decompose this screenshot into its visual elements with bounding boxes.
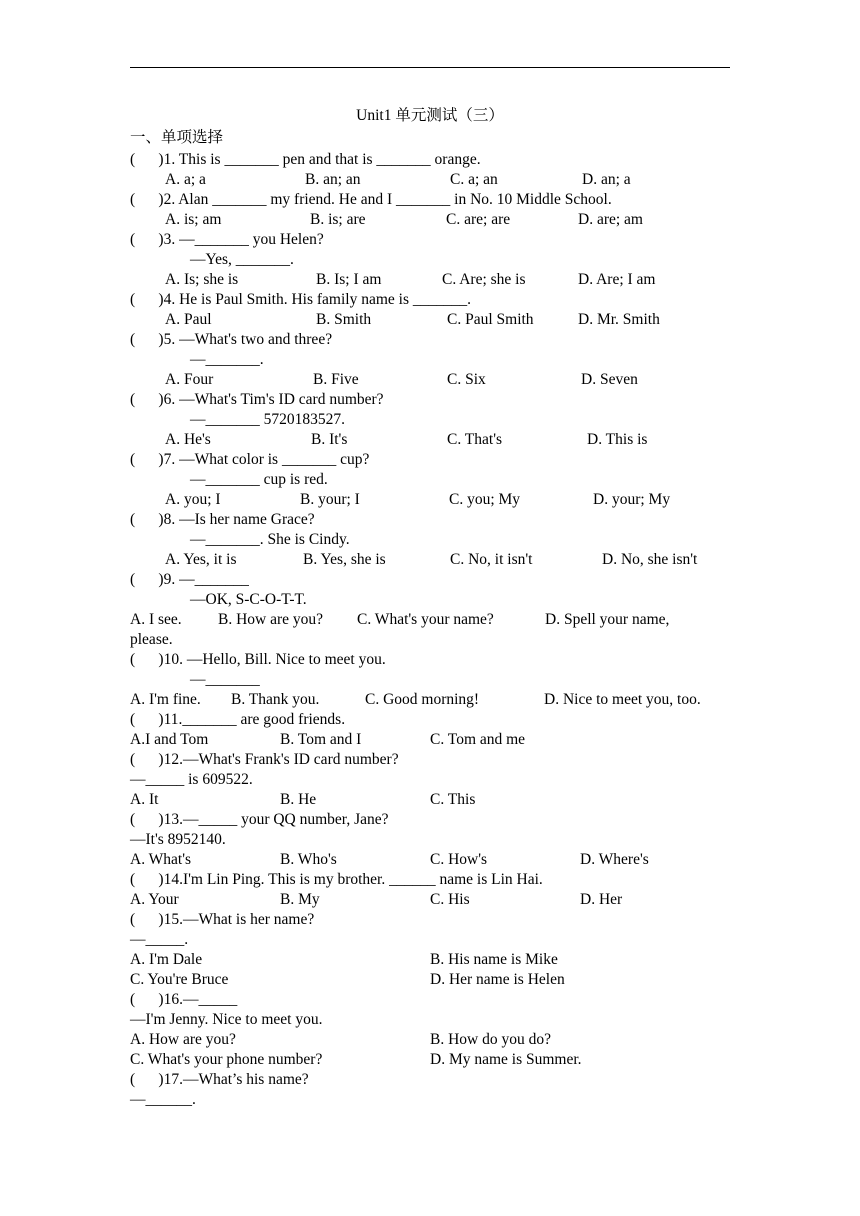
answer-option: A. Yes, it is [165, 551, 237, 568]
question-line: —_______ cup is red. [190, 471, 328, 488]
answer-option: D. are; am [578, 211, 643, 228]
question-line: —It's 8952140. [130, 831, 226, 848]
answer-option: B. Tom and I [280, 731, 362, 748]
question-line: ( )17.—What’s his name? [130, 1071, 309, 1088]
answer-option: B. an; an [305, 171, 361, 188]
answer-option: B. Is; I am [316, 271, 382, 288]
question-line: ( )12.—What's Frank's ID card number? [130, 751, 399, 768]
answer-option: B. is; are [310, 211, 366, 228]
header-rule [130, 67, 730, 68]
question-line: ( )4. He is Paul Smith. His family name is _______. [130, 291, 471, 308]
answer-option: C. Tom and me [430, 731, 526, 748]
answer-option: C. That's [447, 431, 503, 448]
question-line: ( )1. This is _______ pen and that is _______ orange. [130, 151, 481, 168]
page-title: Unit1 单元测试（三） [356, 107, 504, 124]
question-line: —I'm Jenny. Nice to meet you. [130, 1011, 323, 1028]
answer-option: B. your; I [300, 491, 360, 508]
answer-option: A. It [130, 791, 159, 808]
answer-option: A. He's [165, 431, 211, 448]
answer-option: C. No, it isn't [450, 551, 533, 568]
section-heading: 一、单项选择 [130, 129, 224, 146]
question-line: ( )5. —What's two and three? [130, 331, 333, 348]
answer-option: A. I'm fine. [130, 691, 201, 708]
answer-option: A. is; am [165, 211, 222, 228]
answer-option: B. He [280, 791, 317, 808]
answer-option: C. What's your phone number? [130, 1051, 323, 1068]
answer-option: C. His [430, 891, 470, 908]
question-line: ( )13.—_____ your QQ number, Jane? [130, 811, 389, 828]
answer-option: D. This is [587, 431, 648, 448]
question-line: ( )15.—What is her name? [130, 911, 315, 928]
answer-option: C. you; My [449, 491, 521, 508]
answer-option: D. Seven [581, 371, 638, 388]
answer-option: C. are; are [446, 211, 511, 228]
answer-option: A. Is; she is [165, 271, 239, 288]
question-line: ( )16.—_____ [130, 991, 238, 1008]
answer-option: D. Nice to meet you, too. [544, 691, 701, 708]
question-line: —_______ 5720183527. [190, 411, 345, 428]
question-line: ( )8. —Is her name Grace? [130, 511, 315, 528]
answer-option: A. Four [165, 371, 214, 388]
question-line: ( )7. —What color is _______ cup? [130, 451, 370, 468]
answer-option: D. an; a [582, 171, 631, 188]
answer-option: D. your; My [593, 491, 671, 508]
answer-option: A. you; I [165, 491, 221, 508]
answer-option: B. How do you do? [430, 1031, 551, 1048]
answer-option: A. What's [130, 851, 192, 868]
answer-option: D. Her name is Helen [430, 971, 565, 988]
answer-option: C. What's your name? [357, 611, 494, 628]
question-line: please. [130, 631, 173, 648]
question-line: —_____ is 609522. [130, 771, 253, 788]
answer-option: C. a; an [450, 171, 498, 188]
answer-option: C. Are; she is [442, 271, 526, 288]
answer-option: B. Thank you. [231, 691, 320, 708]
question-line: ( )11._______ are good friends. [130, 711, 346, 728]
answer-option: D. Spell your name, [545, 611, 670, 628]
question-line: ( )9. —_______ [130, 571, 249, 588]
answer-option: C. How's [430, 851, 488, 868]
question-line: —_______. [190, 351, 264, 368]
answer-option: B. My [280, 891, 320, 908]
answer-option: A. I see. [130, 611, 182, 628]
answer-option: B. Yes, she is [303, 551, 386, 568]
answer-option: A. a; a [165, 171, 206, 188]
answer-option: B. Five [313, 371, 359, 388]
answer-option: B. It's [311, 431, 348, 448]
question-line: —______. [130, 1091, 196, 1108]
answer-option: B. Who's [280, 851, 337, 868]
answer-option: D. No, she isn't [602, 551, 698, 568]
answer-option: D. Where's [580, 851, 649, 868]
question-line: —Yes, _______. [190, 251, 294, 268]
answer-option: C. Paul Smith [447, 311, 534, 328]
question-line: —_____. [130, 931, 189, 948]
answer-option: C. Good morning! [365, 691, 480, 708]
question-line: —_______. She is Cindy. [190, 531, 350, 548]
question-line: ( )6. —What's Tim's ID card number? [130, 391, 384, 408]
answer-option: A. I'm Dale [130, 951, 203, 968]
answer-option: C. Six [447, 371, 486, 388]
answer-option: A. Paul [165, 311, 212, 328]
question-line: —OK, S-C-O-T-T. [190, 591, 307, 608]
question-line: ( )3. —_______ you Helen? [130, 231, 324, 248]
answer-option: D. Mr. Smith [578, 311, 660, 328]
question-line: —_______ [190, 671, 260, 688]
answer-option: B. His name is Mike [430, 951, 558, 968]
question-line: ( )2. Alan _______ my friend. He and I _______ in No. 10 Middle School. [130, 191, 612, 208]
answer-option: D. Her [580, 891, 623, 908]
answer-option: A. How are you? [130, 1031, 236, 1048]
answer-option: D. Are; I am [578, 271, 656, 288]
answer-option: A. Your [130, 891, 179, 908]
question-line: ( )14.I'm Lin Ping. This is my brother. ______ name is Lin Hai. [130, 871, 543, 888]
answer-option: C. This [430, 791, 476, 808]
question-line: ( )10. —Hello, Bill. Nice to meet you. [130, 651, 386, 668]
answer-option: A.I and Tom [130, 731, 209, 748]
answer-option: B. How are you? [218, 611, 324, 628]
answer-option: C. You're Bruce [130, 971, 229, 988]
answer-option: D. My name is Summer. [430, 1051, 582, 1068]
answer-option: B. Smith [316, 311, 372, 328]
